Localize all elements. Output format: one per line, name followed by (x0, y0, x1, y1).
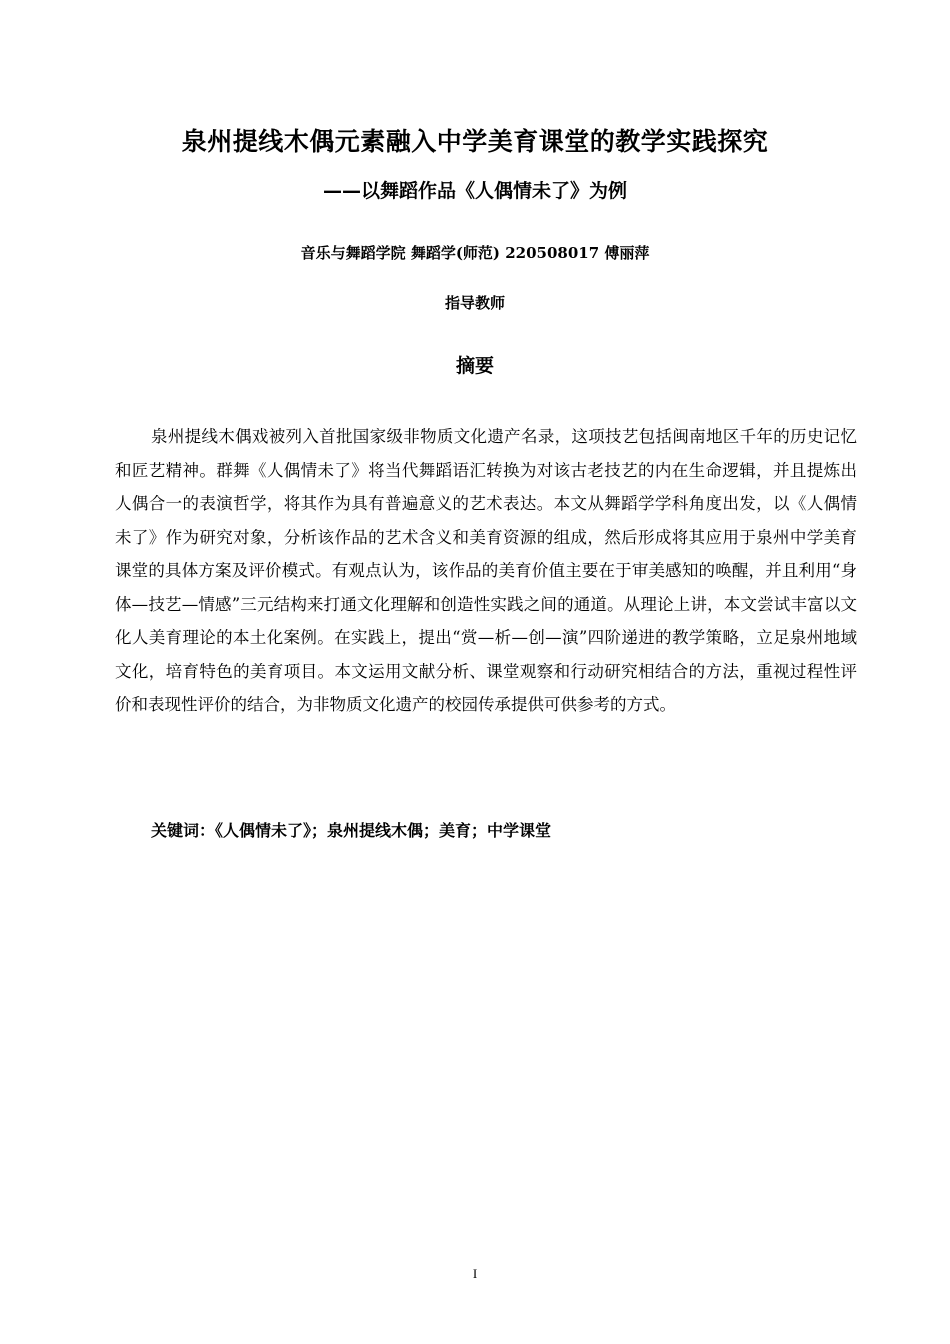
page-number: I (472, 1266, 478, 1281)
paper-subtitle: ——以舞蹈作品《人偶情未了》为例 (322, 180, 627, 202)
author-line: 音乐与舞蹈学院 舞蹈学(师范) 220508017 傅丽萍 (300, 244, 650, 262)
abstract-heading: 摘要 (455, 355, 494, 377)
paper-title: 泉州提线木偶元素融入中学美育课堂的教学实践探究 (181, 127, 769, 156)
advisor-label: 指导教师 (444, 294, 505, 312)
abstract-body: 泉州提线木偶戏被列入首批国家级非物质文化遗产名录，这项技艺包括闽南地区千年的历史记忆和匠艺精神。群舞《人偶情未了》将当代舞蹈语汇转换为对该古老技艺的内在生命逻辑，并且提炼出人偶合一的表演哲学，将其作为具有普遍意义的艺术表达。本文从舞蹈学学科角度出发，以《人偶情未了》作为研究对象，分析该作品的艺术含义和美育资源的组成，然后形成将其应用于泉州中学美育课堂的具体方案及评价模式。有观点认为，该作品的美育价值主要在于审美感知的唤醒，并且利用“身体—技艺—情感”三元结构来打通文化理解和创造性实践之间的通道。从理论上讲，本文尝试丰富以文化人美育理论的本土化案例。在实践上，提出“赏—析—创—演”四阶递进的教学策略，立足泉州地域文化，培育特色的美育项目。本文运用文献分析、课堂观察和行动研究相结合的方法，重视过程性评价和表现性评价的结合，为非物质文化遗产的校园传承提供可供参考的方式。 (115, 427, 857, 714)
keywords-line: 关键词：《人偶情未了》；泉州提线木偶；美育；中学课堂 (151, 821, 552, 840)
